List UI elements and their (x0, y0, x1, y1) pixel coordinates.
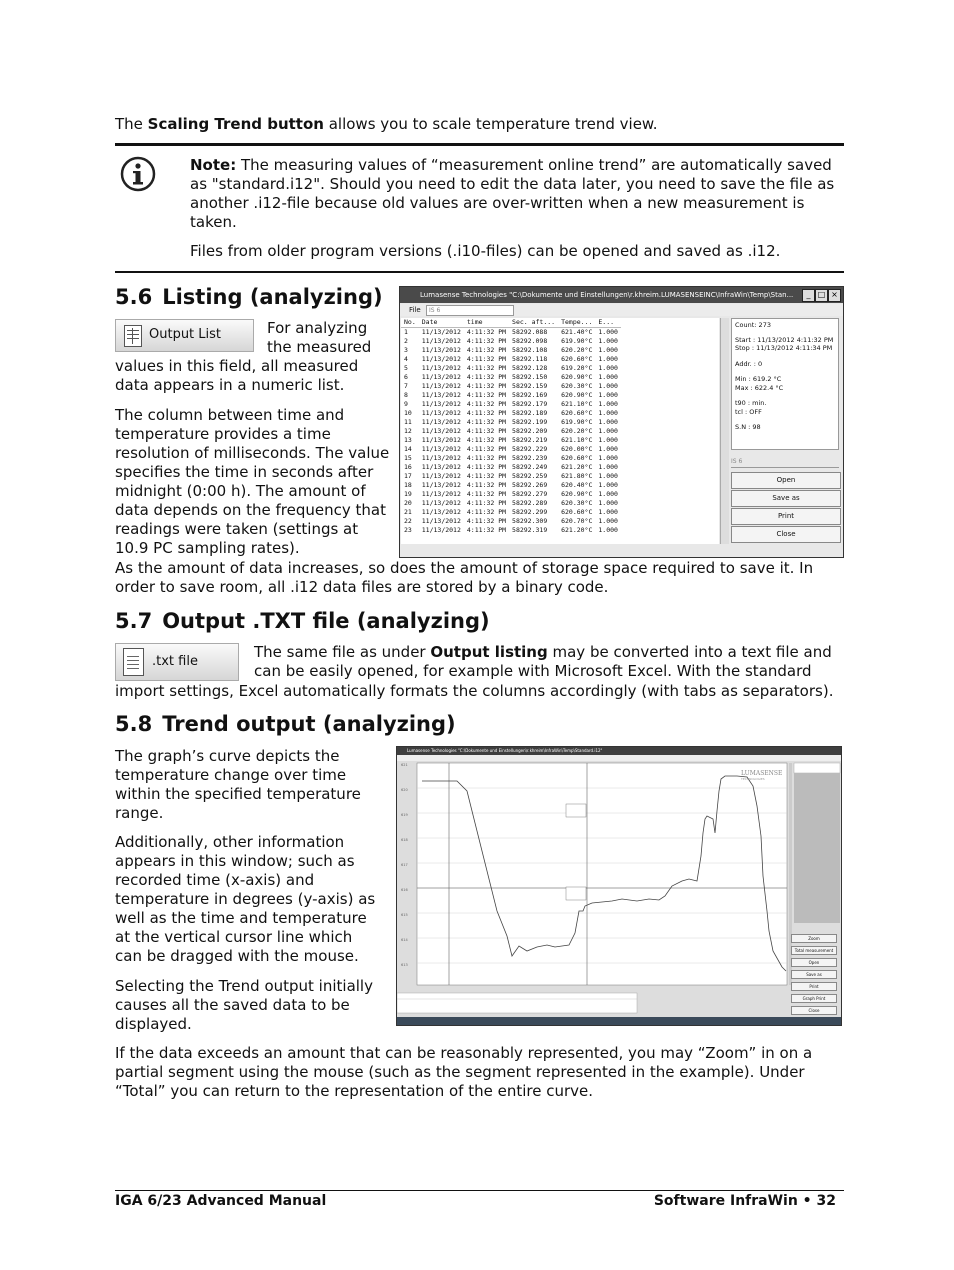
table-cell: 4:11:32 PM (466, 499, 507, 507)
column-header[interactable]: Date (419, 318, 464, 328)
table-row[interactable] (401, 346, 621, 355)
device-label: IS 6 (731, 458, 839, 468)
table-row[interactable] (401, 328, 621, 338)
table-row[interactable] (401, 472, 621, 481)
output-list-label: Output List (149, 327, 222, 342)
table-cell: 10 (404, 409, 412, 417)
table-cell: 1.000 (598, 337, 618, 345)
svg-text:614: 614 (401, 938, 408, 942)
table-cell: 11/13/2012 (421, 463, 461, 471)
table-cell: 58292.309 (512, 517, 548, 525)
column-header[interactable]: time (464, 318, 509, 328)
table-cell: 11/13/2012 (421, 490, 461, 498)
table-cell: 1.000 (598, 355, 618, 363)
table-row[interactable] (401, 436, 621, 445)
table-cell: 11/13/2012 (421, 373, 461, 381)
table-cell: 11 (404, 418, 412, 426)
table-cell: 58292.319 (512, 526, 548, 534)
data-table (401, 318, 621, 535)
svg-text:619: 619 (401, 813, 408, 817)
data-list[interactable] (401, 318, 719, 544)
table-cell: 4:11:32 PM (466, 490, 507, 498)
table-cell: 11/13/2012 (421, 328, 461, 336)
table-cell: 18 (404, 481, 412, 489)
table-cell: 1.000 (598, 346, 618, 354)
table-cell: 1.000 (598, 472, 618, 480)
table-cell: 58292.249 (512, 463, 548, 471)
table-row[interactable] (401, 508, 621, 517)
trend-side-button[interactable]: Close (791, 1006, 837, 1015)
table-cell: 11/13/2012 (421, 508, 461, 516)
brand-logo: LUMASENSE (741, 770, 783, 777)
table-cell: 4:11:32 PM (466, 364, 507, 372)
table-cell: 1.000 (598, 454, 618, 462)
table-cell: 11/13/2012 (421, 400, 461, 408)
table-cell: 11/13/2012 (421, 391, 461, 399)
note-top-rule (115, 143, 844, 146)
table-row[interactable] (401, 391, 621, 400)
trend-side-button[interactable]: Zoom (791, 934, 837, 943)
intro-text: The Scaling Trend button allows you to scale temperature trend view. (115, 115, 658, 133)
table-row[interactable] (401, 490, 621, 499)
table-cell: 58292.128 (512, 364, 548, 372)
table-cell: 58292.279 (512, 490, 548, 498)
trend-side-button[interactable]: Save as (791, 970, 837, 979)
table-cell: 620.60°C (561, 508, 593, 516)
trend-side-button[interactable]: Open (791, 958, 837, 967)
table-cell: 21 (404, 508, 412, 516)
table-cell: 11/13/2012 (421, 409, 461, 417)
table-row[interactable] (401, 409, 621, 418)
table-cell: 620.30°C (561, 382, 593, 390)
table-cell: 620.70°C (561, 517, 593, 525)
svg-text:617: 617 (401, 863, 408, 867)
table-cell: 11/13/2012 (421, 346, 461, 354)
table-cell: 1.000 (598, 373, 618, 381)
table-row[interactable] (401, 454, 621, 463)
table-row[interactable] (401, 526, 621, 535)
trend-side-button[interactable]: Total measurement (791, 946, 837, 955)
table-row[interactable] (401, 499, 621, 508)
table-cell: 2 (404, 337, 408, 345)
close-button[interactable]: Close (731, 526, 841, 543)
svg-text:613: 613 (401, 963, 408, 967)
table-cell: 620.20°C (561, 427, 593, 435)
output-list-button-image (115, 319, 254, 352)
table-cell: 15 (404, 454, 412, 462)
info-stop: Stop : 11/13/2012 4:11:34 PM (735, 344, 833, 352)
table-cell: 4:11:32 PM (466, 508, 507, 516)
table-cell: 58292.179 (512, 400, 548, 408)
table-cell: 58292.199 (512, 418, 548, 426)
info-max: Max : 622.4 °C (735, 383, 784, 392)
table-cell: 620.20°C (561, 346, 593, 354)
file-menu[interactable]: File (409, 306, 421, 314)
table-row[interactable] (401, 355, 621, 364)
table-cell: 14 (404, 445, 412, 453)
column-header[interactable]: Tempe... (558, 318, 595, 328)
listing-window-screenshot (399, 286, 844, 558)
minimize-button[interactable]: _ (802, 289, 815, 302)
table-row[interactable] (401, 418, 621, 427)
table-cell: 621.10°C (561, 400, 593, 408)
table-cell: 4:11:32 PM (466, 328, 507, 336)
table-cell: 8 (404, 391, 408, 399)
column-header[interactable]: E... (595, 318, 621, 328)
trend-chart (397, 761, 841, 1025)
table-cell: 4:11:32 PM (466, 427, 507, 435)
s58-para3: Selecting the Trend output initially causes all the saved data to be displayed. (115, 977, 373, 1033)
table-cell: 58292.159 (512, 382, 548, 390)
table-row[interactable] (401, 445, 621, 454)
table-cell: 11/13/2012 (421, 355, 461, 363)
table-cell: 58292.299 (512, 508, 548, 516)
table-row[interactable] (401, 481, 621, 490)
table-row[interactable] (401, 427, 621, 436)
table-cell: 1.000 (598, 499, 618, 507)
table-cell: 620.60°C (561, 454, 593, 462)
device-combo[interactable]: IS 6 (426, 305, 514, 316)
table-cell: 4:11:32 PM (466, 436, 507, 444)
list-scrollbar[interactable] (720, 318, 729, 544)
table-cell: 58292.108 (512, 346, 548, 354)
table-cell: 58292.088 (512, 328, 548, 336)
table-cell: 621.40°C (561, 328, 593, 336)
table-cell: 19 (404, 490, 412, 498)
info-t90: t90 : min. (735, 399, 767, 407)
footer-rule (115, 1190, 844, 1191)
column-header[interactable]: No. (401, 318, 419, 328)
table-cell: 58292.239 (512, 454, 548, 462)
info-start: Start : 11/13/2012 4:11:32 PM (735, 335, 834, 344)
table-icon (124, 325, 142, 347)
table-cell: 1.000 (598, 508, 618, 516)
s56-para2: The column between time and temperature provides a time resolution of milliseconds. The value specifies the time in seconds after midnight (0:00 h). The amount of data depends on the frequency that readings were taken (settings at 10.9 PC sampling rates). (115, 406, 390, 557)
table-cell: 4 (404, 355, 408, 363)
note-bottom-rule (115, 271, 844, 273)
s58-para1: The graph’s curve depicts the temperature change over time within the specified temperature range. (115, 747, 361, 822)
table-cell: 16 (404, 463, 412, 471)
table-row[interactable] (401, 517, 621, 526)
footer-left: IGA 6/23 Advanced Manual (115, 1193, 327, 1209)
table-cell: 11/13/2012 (421, 517, 461, 525)
table-cell: 20 (404, 499, 412, 507)
table-cell: 620.60°C (561, 355, 593, 363)
table-cell: 3 (404, 346, 408, 354)
table-cell: 23 (404, 526, 412, 534)
listing-menubar (400, 304, 843, 316)
table-cell: 58292.269 (512, 481, 548, 489)
table-row[interactable] (401, 400, 621, 409)
table-cell: 1.000 (598, 517, 618, 525)
table-cell: 11/13/2012 (421, 445, 461, 453)
note-text: Note: The measuring values of “measurement online trend” are automatically saved as "standard.i12". Should you need to edit the data later, you need to save the file as another .i12-file because old values are over-written when a new measurement is taken. (190, 156, 835, 231)
table-cell: 58292.118 (512, 355, 548, 363)
table-cell: 4:11:32 PM (466, 463, 507, 471)
s57-para-a: The same file as under Output listing may be converted into a text file and can be easily opened, for example with Microsoft Excel. With the standard (254, 643, 832, 680)
table-cell: 619.90°C (561, 337, 593, 345)
table-cell: 1.000 (598, 400, 618, 408)
section-heading-5-8: 5.8 Trend output (analyzing) (115, 712, 456, 736)
table-cell: 58292.169 (512, 391, 548, 399)
info-icon (119, 155, 157, 193)
trend-window-screenshot (396, 746, 842, 1026)
table-cell: 5 (404, 364, 408, 372)
table-cell: 4:11:32 PM (466, 391, 507, 399)
table-cell: 4:11:32 PM (466, 445, 507, 453)
trend-side-button[interactable]: Print (791, 982, 837, 991)
table-row[interactable] (401, 337, 621, 346)
table-cell: 4:11:32 PM (466, 418, 507, 426)
table-cell: 1.000 (598, 445, 618, 453)
txt-file-label: .txt file (152, 654, 198, 669)
info-addr: Addr. : 0 (735, 359, 763, 368)
table-row[interactable] (401, 463, 621, 472)
table-cell: 58292.219 (512, 436, 548, 444)
table-cell: 11/13/2012 (421, 526, 461, 534)
table-cell: 4:11:32 PM (466, 373, 507, 381)
open-button[interactable]: Open (731, 472, 841, 489)
table-cell: 621.20°C (561, 526, 593, 534)
info-sn: S.N : 98 (735, 423, 761, 431)
table-cell: 620.90°C (561, 490, 593, 498)
info-panel (731, 318, 839, 450)
info-min: Min : 619.2 °C (735, 375, 782, 383)
table-cell: 1.000 (598, 382, 618, 390)
table-cell: 620.40°C (561, 481, 593, 489)
table-cell: 58292.289 (512, 499, 548, 507)
table-cell: 11/13/2012 (421, 427, 461, 435)
table-cell: 4:11:32 PM (466, 481, 507, 489)
table-cell: 11/13/2012 (421, 436, 461, 444)
table-cell: 4:11:32 PM (466, 355, 507, 363)
table-row[interactable] (401, 364, 621, 373)
table-cell: 620.30°C (561, 499, 593, 507)
table-cell: 11/13/2012 (421, 472, 461, 480)
table-cell: 1.000 (598, 328, 618, 336)
table-cell: 4:11:32 PM (466, 346, 507, 354)
table-cell: 58292.209 (512, 427, 548, 435)
table-cell: 4:11:32 PM (466, 454, 507, 462)
svg-text:616: 616 (401, 888, 408, 892)
s56-para1a: For analyzing the measured (267, 319, 372, 356)
table-cell: 58292.098 (512, 337, 548, 345)
table-cell: 1.000 (598, 391, 618, 399)
note-text-2: Files from older program versions (.i10-files) can be opened and saved as .i12. (190, 242, 781, 260)
table-cell: 621.80°C (561, 472, 593, 480)
table-cell: 4:11:32 PM (466, 409, 507, 417)
table-cell: 620.60°C (561, 409, 593, 417)
maximize-button[interactable]: □ (815, 289, 828, 302)
info-tcl: tcl : OFF (735, 407, 762, 416)
table-cell: 58292.189 (512, 409, 548, 417)
table-cell: 1.000 (598, 490, 618, 498)
table-cell: 1.000 (598, 436, 618, 444)
brand-sub: TECHNOLOGIES (741, 777, 765, 781)
svg-text:618: 618 (401, 838, 408, 842)
s57-para-b: import settings, Excel automatically formats the columns accordingly (with tabs as separators). (115, 682, 834, 700)
table-cell: 4:11:32 PM (466, 517, 507, 525)
table-cell: 1 (404, 328, 408, 336)
table-cell: 58292.229 (512, 445, 548, 453)
table-row[interactable] (401, 373, 621, 382)
s56-para1b: values in this field, all measured data appears in a numeric list. (115, 357, 359, 394)
table-cell: 22 (404, 517, 412, 525)
section-heading-5-7: 5.7 Output .TXT file (analyzing) (115, 609, 490, 633)
table-cell: 1.000 (598, 409, 618, 417)
table-cell: 620.90°C (561, 373, 593, 381)
table-cell: 11/13/2012 (421, 499, 461, 507)
trend-side-button[interactable]: Graph Print (791, 994, 837, 1003)
info-count: Count: 273 (735, 321, 771, 329)
table-row[interactable] (401, 382, 621, 391)
table-cell: 11/13/2012 (421, 382, 461, 390)
print-button[interactable]: Print (731, 508, 841, 525)
table-cell: 620.00°C (561, 445, 593, 453)
s58-para2: Additionally, other information appears in this window; such as recorded time (x-axis) and temperature in degrees (y-axis) as well as the time and temperature at the vertical cursor line which can be dragged with the mouse. (115, 833, 376, 965)
svg-text:615: 615 (401, 913, 408, 917)
listing-window-titlebar: Lumasense Technologies "C:\Dokumente und Einstellungen\r.khreim.LUMASENSEINC\InfraWin\Temp\Stan... _ □ × (400, 287, 843, 303)
table-cell: 620.90°C (561, 391, 593, 399)
table-cell: 1.000 (598, 526, 618, 534)
table-cell: 1.000 (598, 427, 618, 435)
table-cell: 1.000 (598, 418, 618, 426)
table-cell: 4:11:32 PM (466, 526, 507, 534)
footer-right: Software InfraWin • 32 (653, 1193, 836, 1209)
table-cell: 4:11:32 PM (466, 472, 507, 480)
table-cell: 4:11:32 PM (466, 400, 507, 408)
table-cell: 11/13/2012 (421, 364, 461, 372)
svg-text:620: 620 (401, 788, 408, 792)
save-as-button[interactable]: Save as (731, 490, 841, 507)
table-cell: 11/13/2012 (421, 481, 461, 489)
s58-para4: If the data exceeds an amount that can be reasonably represented, you may “Zoom” in on a partial segment using the mouse (such as the segment represented in the example). Under “Total” you can return to the representation of the entire curve. (115, 1044, 813, 1100)
table-cell: 11/13/2012 (421, 418, 461, 426)
trend-titlebar: Lumasense Technologies "C:\Dokumente und Einstellungen\r.khreim\InfraWin\Temp\Standard.i12" (397, 747, 841, 755)
table-cell: 621.20°C (561, 463, 593, 471)
table-cell: 1.000 (598, 364, 618, 372)
table-cell: 7 (404, 382, 408, 390)
table-cell: 619.90°C (561, 418, 593, 426)
trend-side-buttons (791, 934, 837, 1018)
table-cell: 12 (404, 427, 412, 435)
document-icon (123, 648, 144, 676)
table-cell: 17 (404, 472, 412, 480)
table-cell: 13 (404, 436, 412, 444)
table-cell: 619.20°C (561, 364, 593, 372)
txt-file-button-image (115, 643, 239, 681)
close-window-button[interactable]: × (828, 289, 841, 302)
svg-text:621: 621 (401, 763, 408, 767)
table-cell: 4:11:32 PM (466, 382, 507, 390)
table-cell: 11/13/2012 (421, 337, 461, 345)
table-cell: 6 (404, 373, 408, 381)
section-heading-5-6: 5.6 Listing (analyzing) (115, 285, 383, 309)
table-cell: 4:11:32 PM (466, 337, 507, 345)
table-cell: 1.000 (598, 481, 618, 489)
table-cell: 9 (404, 400, 408, 408)
table-cell: 58292.259 (512, 472, 548, 480)
table-cell: 621.10°C (561, 436, 593, 444)
table-cell: 11/13/2012 (421, 454, 461, 462)
table-cell: 1.000 (598, 463, 618, 471)
s56-para3: As the amount of data increases, so does the amount of storage space required to save it. In order to save room, all .i12 data files are stored by a binary code. (115, 559, 814, 596)
table-cell: 58292.150 (512, 373, 548, 381)
column-header[interactable]: Sec. aft... (509, 318, 558, 328)
